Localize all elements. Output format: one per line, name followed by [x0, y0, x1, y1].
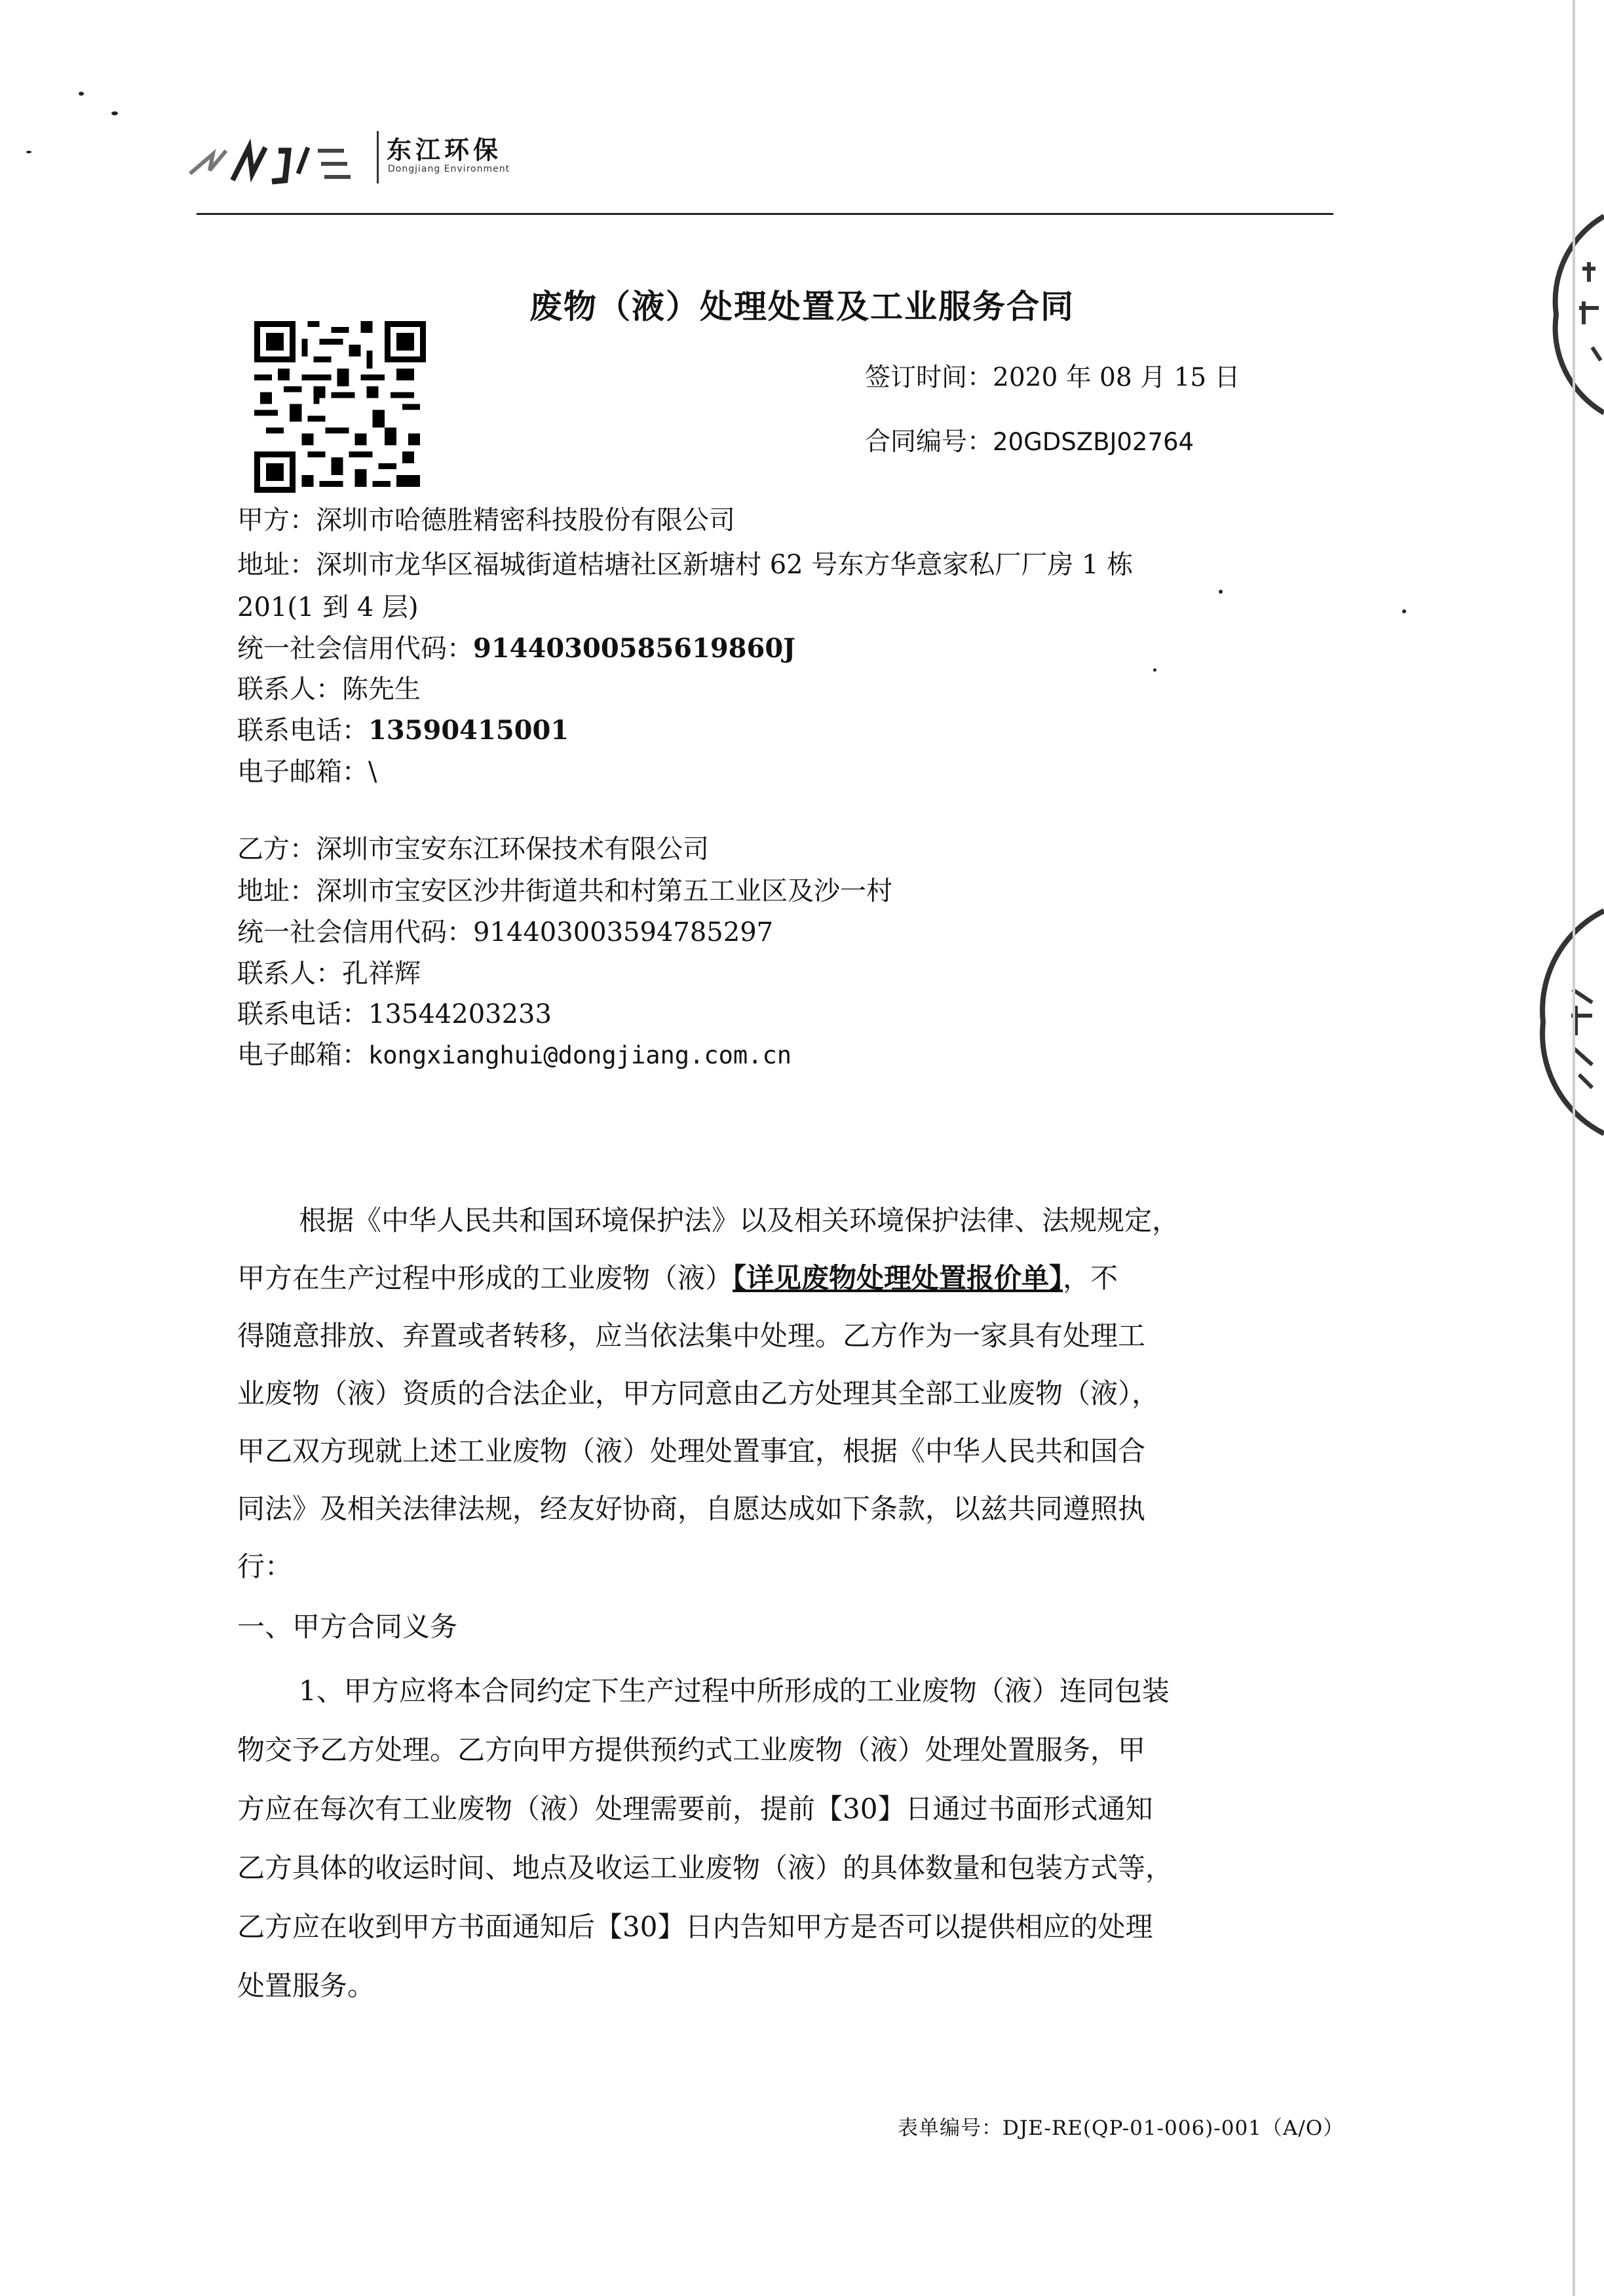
signing-date-value: 2020 年 08 月 15 日: [993, 363, 1240, 392]
clause-1-line-2: 物交予乙方处理。乙方向甲方提供预约式工业废物（液）处理处置服务，甲: [237, 1734, 1146, 1766]
signing-date: [865, 357, 1240, 394]
party-a-contact-label: 联系人：: [237, 674, 342, 704]
clause-1-line-1: 1、甲方应将本合同约定下生产过程中所形成的工业废物（液）连同包装: [299, 1675, 1170, 1707]
contract-number: [865, 421, 1194, 458]
party-b-contact-value: 孔祥辉: [342, 959, 421, 989]
party-a-name-value: 深圳市哈德胜精密科技股份有限公司: [316, 505, 735, 535]
party-a-name: [237, 499, 735, 537]
party-a-email-label: 电子邮箱：: [237, 757, 368, 787]
clause-1-line-6: 处置服务。: [237, 1970, 375, 2002]
dongjiang-logo-mark: [187, 134, 370, 193]
party-a-address-label: 地址：: [237, 550, 316, 580]
party-b-name-value: 深圳市宝安东江环保技术有限公司: [316, 834, 709, 864]
party-a-phone-value: 13590415001: [368, 715, 569, 746]
scan-speck: [1219, 590, 1223, 594]
signing-date-label: 签订时间：: [865, 363, 993, 392]
contract-title: 废物（液）处理处置及工业服务合同: [529, 287, 1075, 326]
clause-1-line-3: 方应在每次有工业废物（液）处理需要前，提前【30】日通过书面形式通知: [237, 1793, 1153, 1825]
party-b-email-label: 电子邮箱：: [237, 1040, 368, 1070]
quotation-reference: 【详见废物处理处置报价单】: [733, 1262, 1063, 1294]
party-b-email: [237, 1034, 792, 1071]
preamble-line-2: [237, 1257, 1118, 1296]
party-a-credit-code: 91440300585619860J: [473, 633, 796, 664]
party-b-name: [237, 828, 709, 866]
party-b-credit: [237, 911, 773, 949]
party-a-address-line1: 深圳市龙华区福城街道桔塘社区新塘村 62 号东方华意家私厂厂房 1 栋: [316, 550, 1134, 580]
party-a-email: [237, 751, 377, 788]
party-a-phone: [237, 710, 569, 747]
party-a-contact-value: 陈先生: [342, 674, 421, 704]
party-b-phone-label: 联系电话：: [237, 999, 368, 1029]
party-a-phone-label: 联系电话：: [237, 716, 368, 746]
party-b-name-label: 乙方：: [237, 834, 316, 864]
scan-speck: [111, 111, 118, 115]
contract-number-value: 20GDSZBJ02764: [993, 428, 1194, 456]
party-b-address-label: 地址：: [237, 876, 316, 906]
logo-text-en: Dongjiang Environment: [388, 164, 510, 174]
party-a-address-line2: 201(1 到 4 层): [237, 592, 419, 622]
party-b-credit-label: 统一社会信用代码：: [237, 917, 473, 947]
party-b-credit-code: 914403003594785297: [473, 917, 774, 947]
header-rule: [197, 213, 1333, 215]
clause-1-line-5: 乙方应在收到甲方书面通知后【30】日内告知甲方是否可以提供相应的处理: [237, 1911, 1153, 1943]
party-a-name-label: 甲方：: [237, 505, 316, 535]
party-b-address-value: 深圳市宝安区沙井街道共和村第五工业区及沙一村: [316, 876, 892, 906]
preamble-line-4: 业废物（液）资质的合法企业，甲方同意由乙方处理其全部工业废物（液），: [237, 1377, 1160, 1409]
logo-divider: [377, 131, 379, 183]
party-a-credit-label: 统一社会信用代码：: [237, 634, 473, 664]
party-a-address: [237, 544, 1133, 581]
qr-code-icon: [254, 321, 426, 493]
party-b-contact-label: 联系人：: [237, 959, 342, 989]
scan-speck: [26, 151, 31, 153]
preamble-line-7: 行：: [237, 1550, 293, 1582]
party-b-contact: [237, 953, 421, 990]
preamble-line-1: 根据《中华人民共和国环境保护法》以及相关环境保护法律、法规规定，: [299, 1204, 1180, 1236]
scan-speck: [79, 92, 84, 96]
party-a-contact: [237, 668, 421, 706]
clause-1-line-4: 乙方具体的收运时间、地点及收运工业废物（液）的具体数量和包装方式等，: [237, 1852, 1174, 1884]
scan-speck: [1402, 609, 1406, 613]
party-b-address: [237, 870, 892, 908]
party-b-phone-value: 13544203233: [368, 999, 552, 1029]
party-a-email-value: \: [368, 757, 377, 787]
preamble-line-2-post: ，不: [1063, 1262, 1118, 1294]
preamble-line-5: 甲乙双方现就上述工业废物（液）处理处置事宜，根据《中华人民共和国合: [237, 1435, 1146, 1467]
party-a-credit: [237, 628, 795, 665]
preamble-line-3: 得随意排放、弃置或者转移，应当依法集中处理。乙方作为一家具有处理工: [237, 1320, 1146, 1352]
party-b-email-value: kongxianghui@dongjiang.com.cn: [368, 1041, 792, 1069]
partial-seal-middle-icon: [1527, 904, 1604, 1140]
form-number: 表单编号：DJE-RE(QP-01-006)-001（A/O）: [898, 2116, 1345, 2140]
scan-edge-line: [1573, 0, 1575, 2296]
logo-text-cn: 东江环保: [387, 136, 503, 164]
preamble-line-6: 同法》及相关法律法规，经友好协商，自愿达成如下条款，以兹共同遵照执: [237, 1493, 1146, 1525]
scan-speck: [1153, 668, 1156, 672]
preamble-line-2-pre: 甲方在生产过程中形成的工业废物（液）: [237, 1262, 733, 1294]
contract-number-label: 合同编号：: [865, 427, 993, 457]
section-1-heading: 一、甲方合同义务: [237, 1611, 458, 1643]
party-b-phone: [237, 993, 552, 1031]
